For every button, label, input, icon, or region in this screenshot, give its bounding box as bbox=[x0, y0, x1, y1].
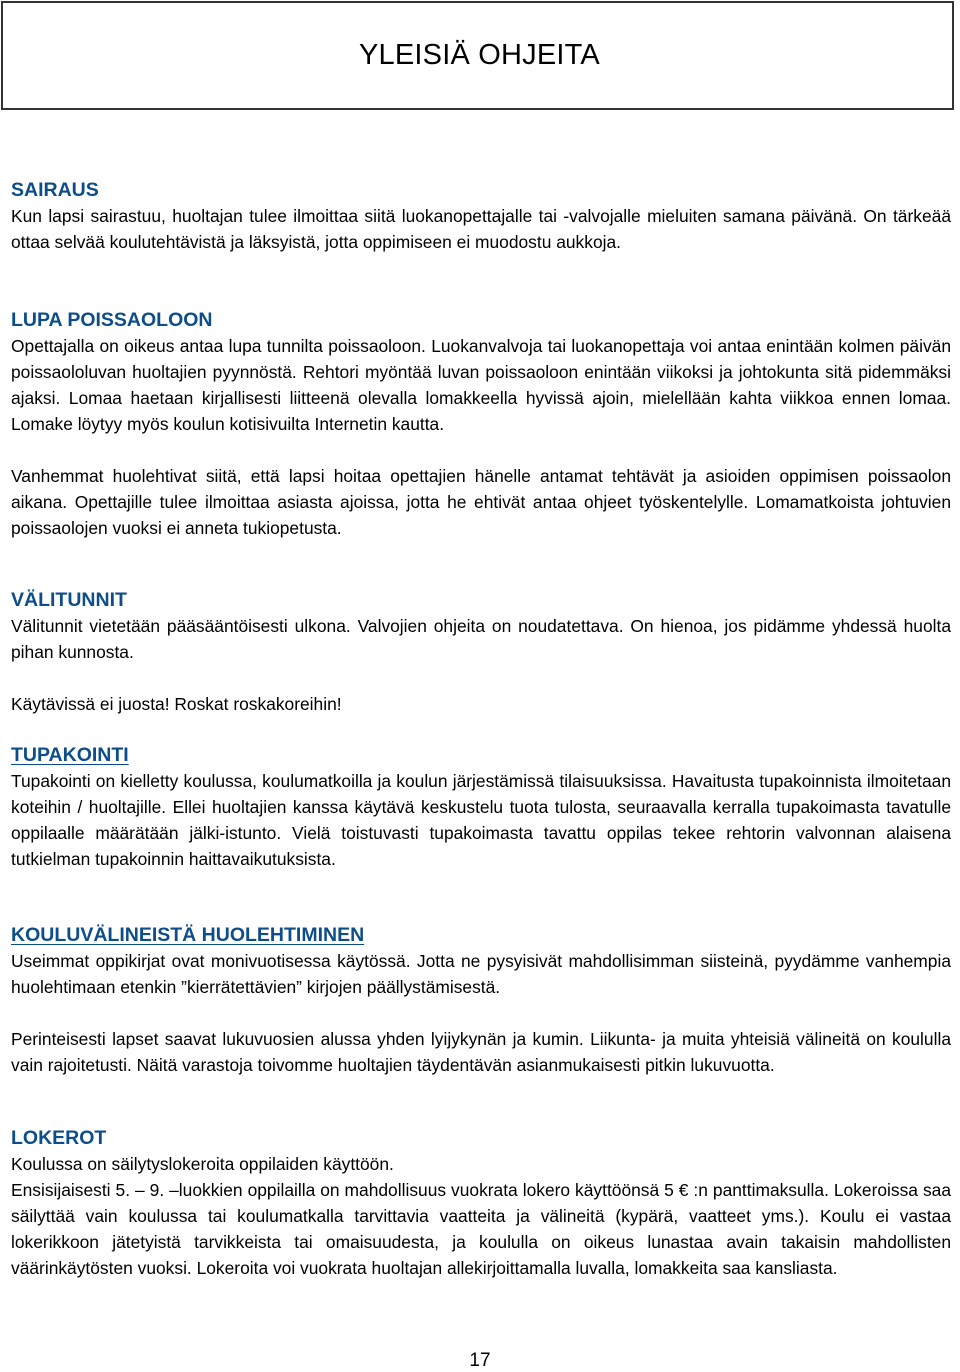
page-number: 17 bbox=[469, 1350, 491, 1371]
section-sairaus bbox=[11, 177, 951, 255]
section-lupa-poissaoloon bbox=[11, 307, 951, 541]
section-heading-tupakointi: TUPAKOINTI bbox=[11, 744, 129, 766]
paragraph: Ensisijaisesti 5. – 9. –luokkien oppilailla on mahdollisuus vuokrata lokero käyttöönsä 5 € :n panttimaksulla. Lokeroissa saa säilyttää vain koulussa tai koulumatkalla tarvittavia vaatteita ja välineitä (kypärä, vaatteet yms.). Koulu ei vastaa lokerikkoon jätetyistä tarvikkeista tai omaisuudesta, ja koululla on oikeus lunastaa avain takaisin mahdollisten väärinkäytösten vuoksi. Lokeroita voi vuokrata huoltajan allekirjoittamalla luvalla, lomakkeita saa kansliasta. bbox=[11, 1180, 951, 1278]
paragraph: Välitunnit vietetään pääsääntöisesti ulkona. Valvojien ohjeita on noudatettava. On hienoa, jos pidämme yhdessä huolta pihan kunnosta. bbox=[11, 616, 951, 662]
paragraph: Perinteisesti lapset saavat lukuvuosien alussa yhden lyijykynän ja kumin. Liikunta- ja muita yhteisiä välineitä on koululla vain rajoitetusti. Näitä varastoja toivomme huoltajien täydentävän asianmukaisesti pitkin lukuvuotta. bbox=[11, 1029, 951, 1075]
section-heading-valitunnit: VÄLITUNNIT bbox=[11, 589, 127, 611]
section-heading-sairaus: SAIRAUS bbox=[11, 179, 99, 201]
section-heading-lupa-poissaoloon: LUPA POISSAOLOON bbox=[11, 309, 213, 331]
section-koulutarvikkeet bbox=[11, 922, 951, 1078]
paragraph: Opettajalla on oikeus antaa lupa tunnilta poissaoloon. Luokanvalvoja tai luokanopettaja voi antaa enintään kolmen päivän poissaololuvan huoltajien pyynnöstä. Rehtori myöntää luvan poissaoloon enintään viikoksi ja johtokunta sitä pidemmäksi ajaksi. Lomaa haetaan kirjallisesti liitteenä olevalla lomakkeella hyvissä ajoin, mielellään kahta viikkoa ennen lomaa. Lomake löytyy myös koulun kotisivuilta Internetin kautta. bbox=[11, 336, 951, 434]
section-lokerot bbox=[11, 1125, 951, 1281]
page-title: YLEISIÄ OHJEITA bbox=[359, 39, 600, 71]
section-valitunnit bbox=[11, 587, 951, 717]
paragraph: Kun lapsi sairastuu, huoltajan tulee ilmoittaa siitä luokanopettajalle tai -valvojalle mieluiten samana päivänä. On tärkeää ottaa selvää koulutehtävistä ja läksyistä, jotta oppimiseen ei muodostu aukkoja. bbox=[11, 206, 951, 252]
paragraph: Useimmat oppikirjat ovat monivuotisessa käytössä. Jotta ne pysyisivät mahdollisimman siisteinä, pyydämme vanhempia huolehtimaan etenkin ”kierrätettävien” kirjojen päällystämisestä. bbox=[11, 951, 951, 997]
title-box bbox=[1, 1, 954, 110]
section-heading-lokerot: LOKEROT bbox=[11, 1127, 107, 1149]
paragraph: Tupakointi on kielletty koulussa, koulumatkoilla ja koulun järjestämissä tilaisuuksissa. Havaitusta tupakoinnista ilmoitetaan koteihin / huoltajille. Ellei huoltajien kanssa käytävä keskustelu tuota tulosta, seuraavalla kerralla tupakoimasta tavatulle oppilaalle määrätään jälki-istunto. Vielä toistuvasti tupakoimasta tavattu oppilas tekee rehtorin valvonnan alaisena tutkielman tupakoinnin haittavaikutuksista. bbox=[11, 771, 951, 869]
section-tupakointi bbox=[11, 742, 951, 872]
paragraph: Koulussa on säilytyslokeroita oppilaiden käyttöön. bbox=[11, 1154, 394, 1174]
paragraph: Käytävissä ei juosta! Roskat roskakoreihin! bbox=[11, 694, 342, 714]
section-heading-kouluvalineista: KOULUVÄLINEISTÄ HUOLEHTIMINEN bbox=[11, 924, 365, 946]
paragraph: Vanhemmat huolehtivat siitä, että lapsi hoitaa opettajien hänelle antamat tehtävät ja asioiden oppimisen poissaolon aikana. Opettajille tulee ilmoittaa asiasta ajoissa, jotta he ehtivät antaa ohjeet työskentelylle. Lomamatkoista johtuvien poissaolojen vuoksi ei anneta tukiopetusta. bbox=[11, 466, 951, 538]
